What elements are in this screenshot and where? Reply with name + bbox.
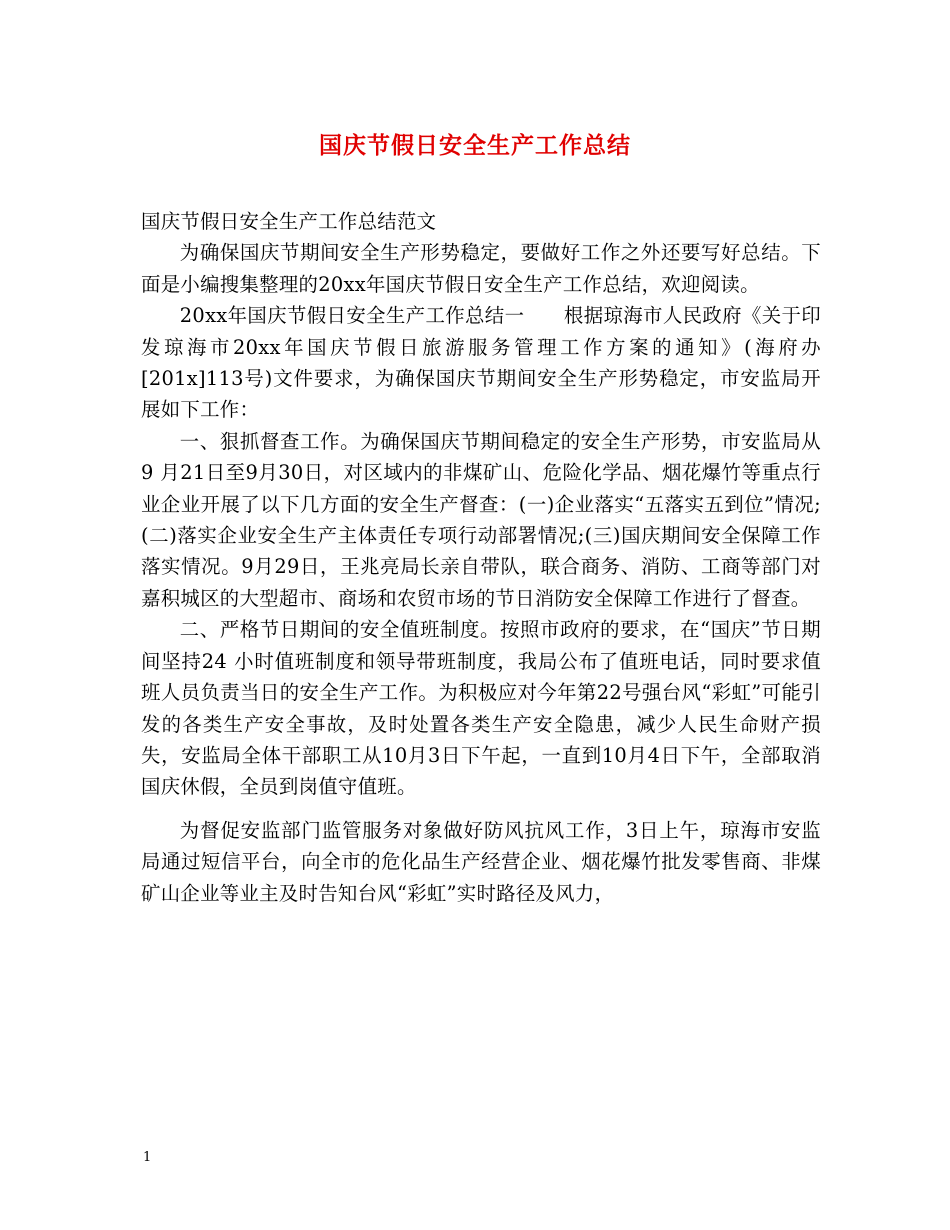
document-title: 国庆节假日安全生产工作总结 [319, 132, 631, 159]
paragraph-duty: 二、严格节日期间的安全值班制度。按照市政府的要求，在“国庆”节日期间坚持24 小时值班制度和领导带班制度，我局公布了值班电话，同时要求值班人员负责当日的安全生产工作。为积极应对今年第22号强台风“彩虹”可能引发的各类生产安全事故，及时处置各类生产安全隐患，减少人民生命财产损失，安监局全体干部职工从10月3日下午起，一直到10月4日下午，全部取消国庆休假，全员到岗值守值班。 [141, 618, 821, 799]
paragraph-intro: 为确保国庆节期间安全生产形势稳定，要做好工作之外还要写好总结。下面是小编搜集整理的20xx年国庆节假日安全生产工作总结，欢迎阅读。 [141, 241, 821, 296]
document-subtitle: 国庆节假日安全生产工作总结范文 [141, 210, 437, 233]
page-number: 1 [143, 1150, 152, 1165]
paragraph-typhoon: 为督促安监部门监管服务对象做好防风抗风工作，3日上午，琼海市安监局通过短信平台，向全市的危化品生产经营企业、烟花爆竹批发零售商、非煤矿山企业等业主及时告知台风“彩虹”实时路径及风力， [141, 818, 821, 905]
paragraph-inspection: 一、狠抓督查工作。为确保国庆节期间稳定的安全生产形势，市安监局从9 月21日至9月30日，对区域内的非煤矿山、危险化学品、烟花爆竹等重点行业企业开展了以下几方面的安全生产督查：(一)企业落实“五落实五到位”情况;(二)落实企业安全生产主体责任专项行动部署情况;(三)国庆期间安全保障工作落实情况。9月29日，王兆亮局长亲自带队，联合商务、消防、工商等部门对嘉积城区的大型超市、商场和农贸市场的节日消防安全保障工作进行了督查。 [141, 429, 821, 610]
paragraph-summary-one: 20xx年国庆节假日安全生产工作总结一 根据琼海市人民政府《关于印发琼海市20xx年国庆节假日旅游服务管理工作方案的通知》(海府办[201x]113号)文件要求，为确保国庆节期间安全生产形势稳定，市安监局开展如下工作： [141, 304, 821, 422]
document-body [141, 206, 821, 909]
